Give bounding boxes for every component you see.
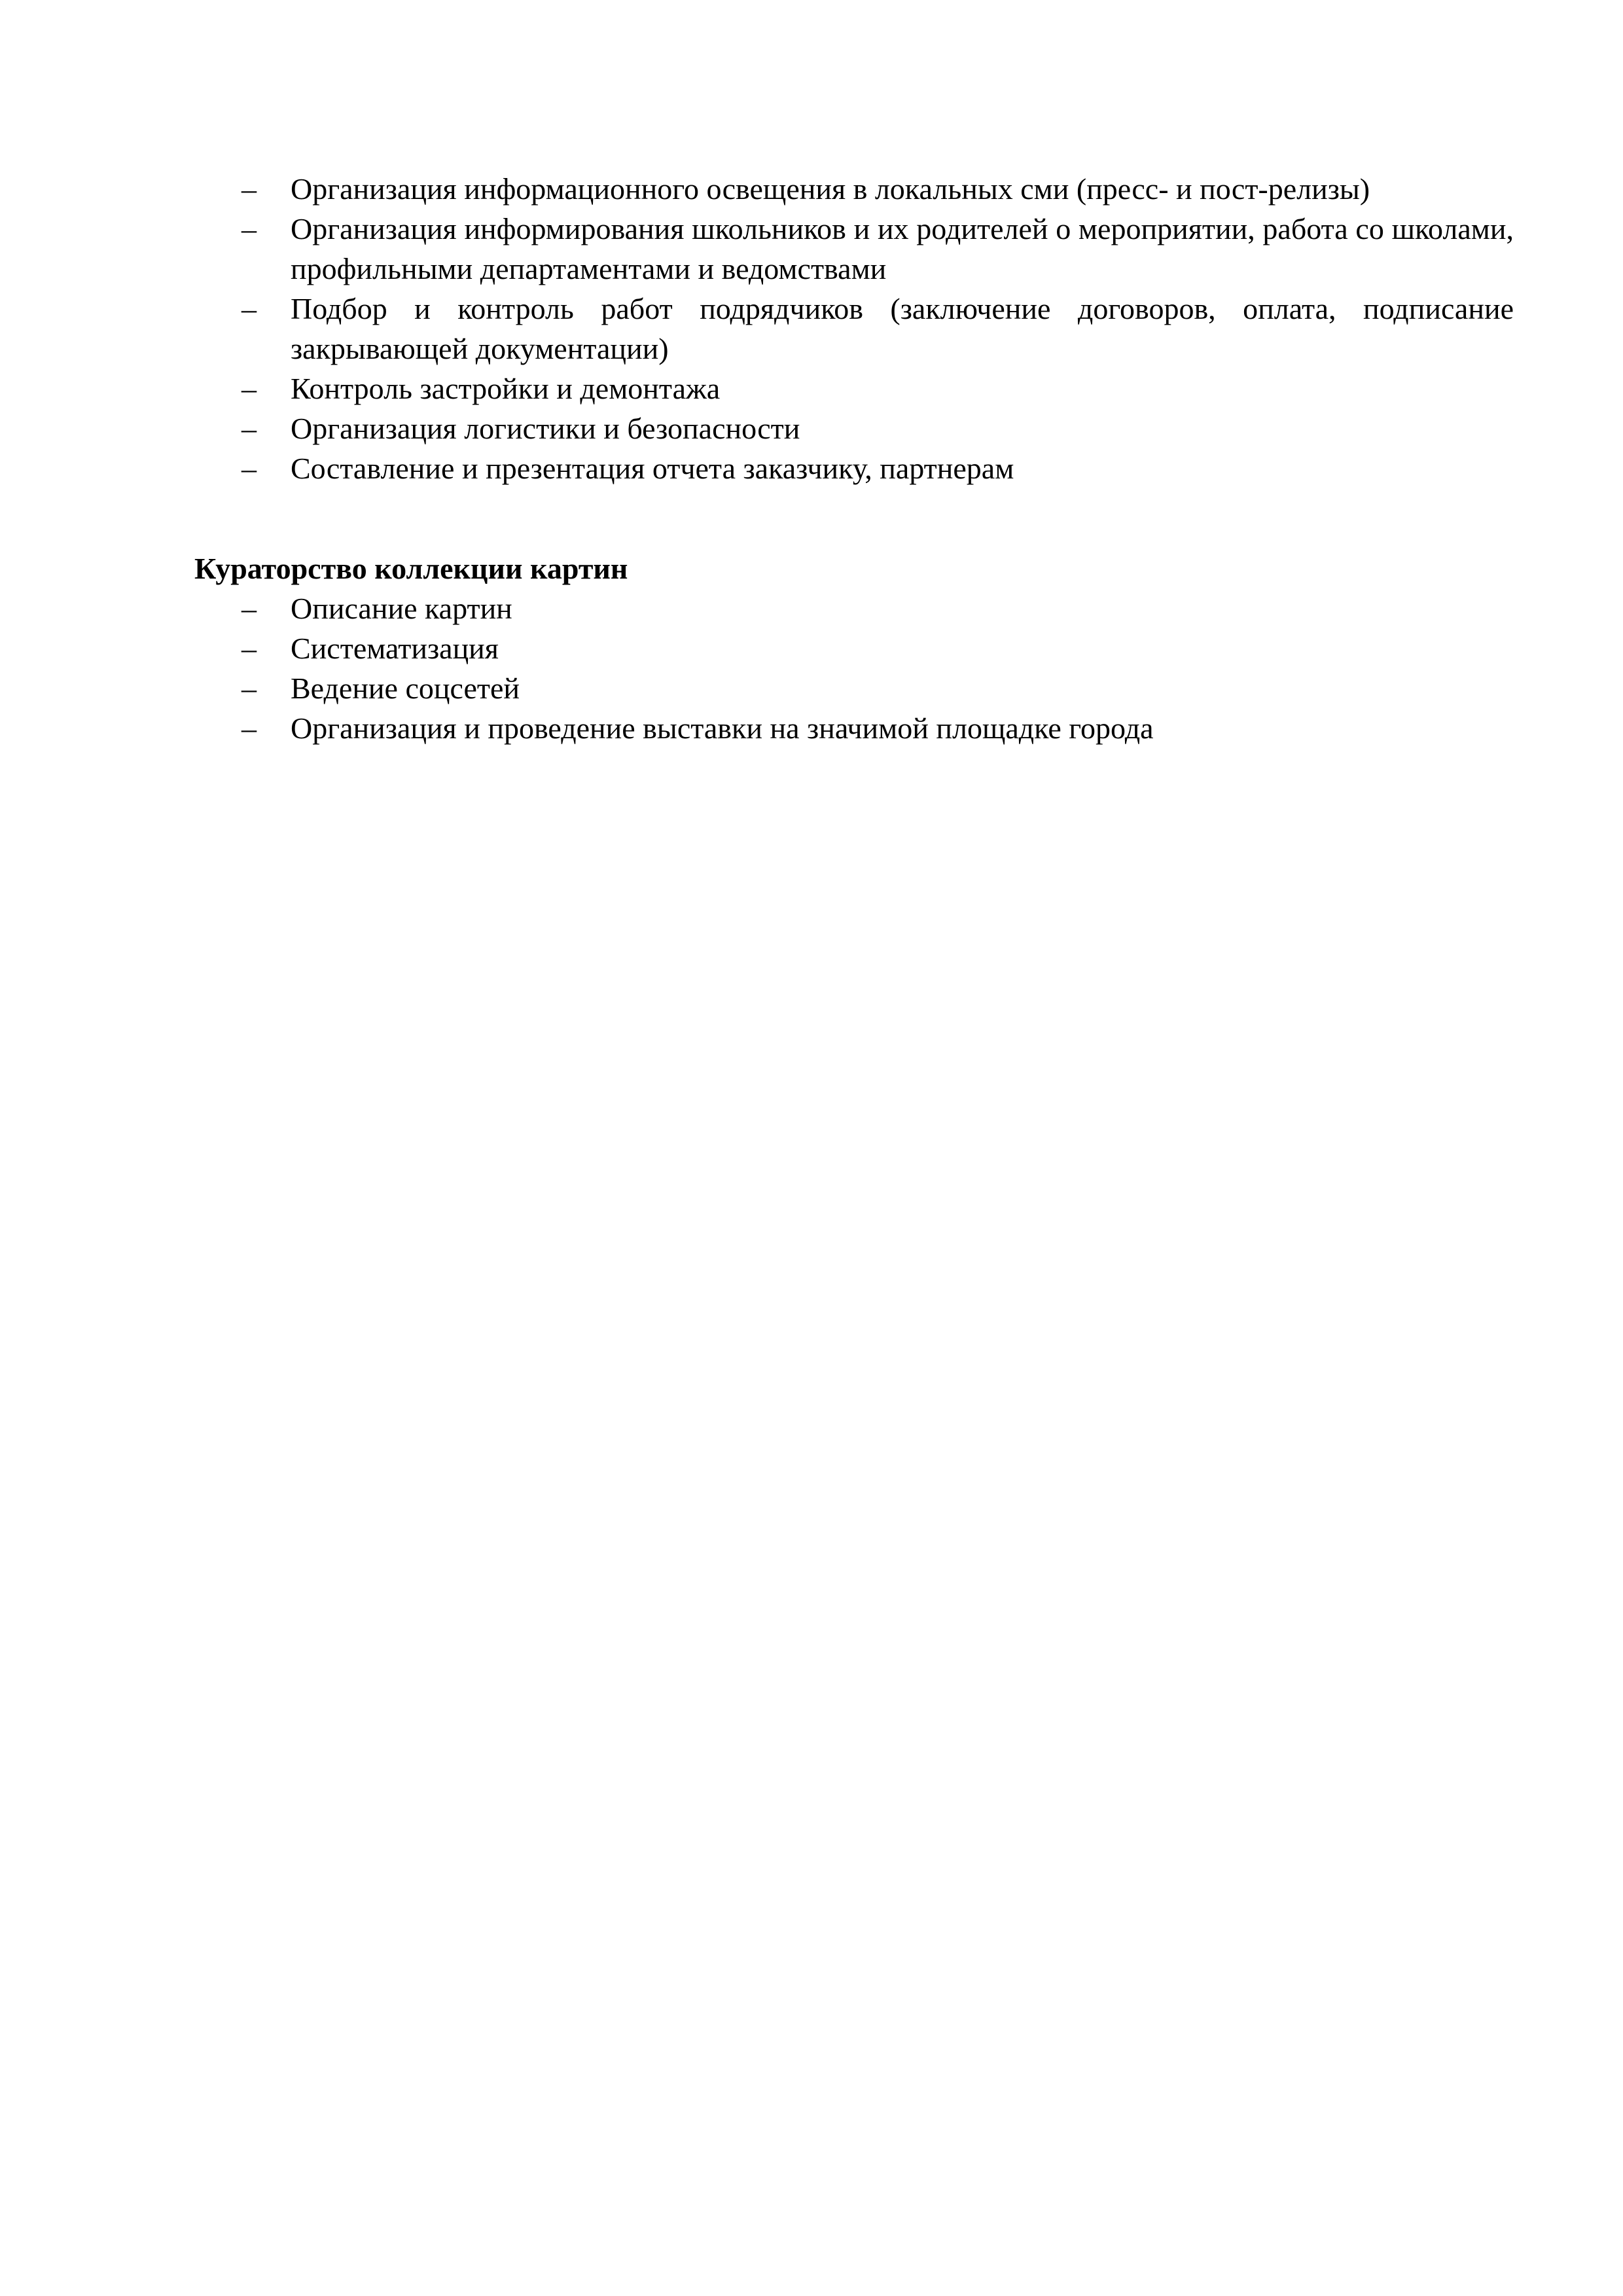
- dash-bullet-icon: –: [241, 711, 257, 745]
- dash-bullet-icon: –: [241, 412, 257, 445]
- dash-bullet-icon: –: [241, 452, 257, 485]
- list-item: [194, 289, 1514, 368]
- list-item: [194, 628, 1514, 668]
- list-item: [194, 368, 1514, 408]
- list-item: [194, 668, 1514, 708]
- list-item: [194, 209, 1514, 289]
- curatorship-list: [194, 588, 1514, 748]
- list-item-text: Организация информирования школьников и их родителей о мероприятии, работа со школами, профильными департаментами и ведомствами: [291, 212, 1514, 285]
- list-item-text: Контроль застройки и демонтажа: [291, 372, 721, 405]
- dash-bullet-icon: –: [241, 632, 257, 665]
- list-item-text: Организация и проведение выставки на значимой площадке города: [291, 711, 1154, 745]
- section-spacer: [194, 488, 1514, 548]
- dash-bullet-icon: –: [241, 212, 257, 245]
- list-item-text: Организация информационного освещения в локальных сми (пресс- и пост-релизы): [291, 172, 1370, 206]
- list-item-text: Ведение соцсетей: [291, 672, 520, 705]
- list-item-text: Подбор и контроль работ подрядчиков (заключение договоров, оплата, подписание закрывающей документации): [291, 292, 1514, 365]
- dash-bullet-icon: –: [241, 172, 257, 206]
- list-item: [194, 588, 1514, 628]
- list-item: [194, 448, 1514, 488]
- dash-bullet-icon: –: [241, 672, 257, 705]
- dash-bullet-icon: –: [241, 372, 257, 405]
- list-item-text: Составление и презентация отчета заказчику, партнерам: [291, 452, 1014, 485]
- list-item: [194, 708, 1514, 748]
- list-item-text: Организация логистики и безопасности: [291, 412, 800, 445]
- list-item: [194, 169, 1514, 209]
- section-heading: Кураторство коллекции картин: [194, 552, 628, 585]
- list-item: [194, 408, 1514, 448]
- responsibilities-list: [194, 169, 1514, 488]
- page-content: [194, 169, 1514, 748]
- dash-bullet-icon: –: [241, 592, 257, 625]
- dash-bullet-icon: –: [241, 292, 257, 325]
- list-item-text: Описание картин: [291, 592, 512, 625]
- list-item-text: Систематизация: [291, 632, 499, 665]
